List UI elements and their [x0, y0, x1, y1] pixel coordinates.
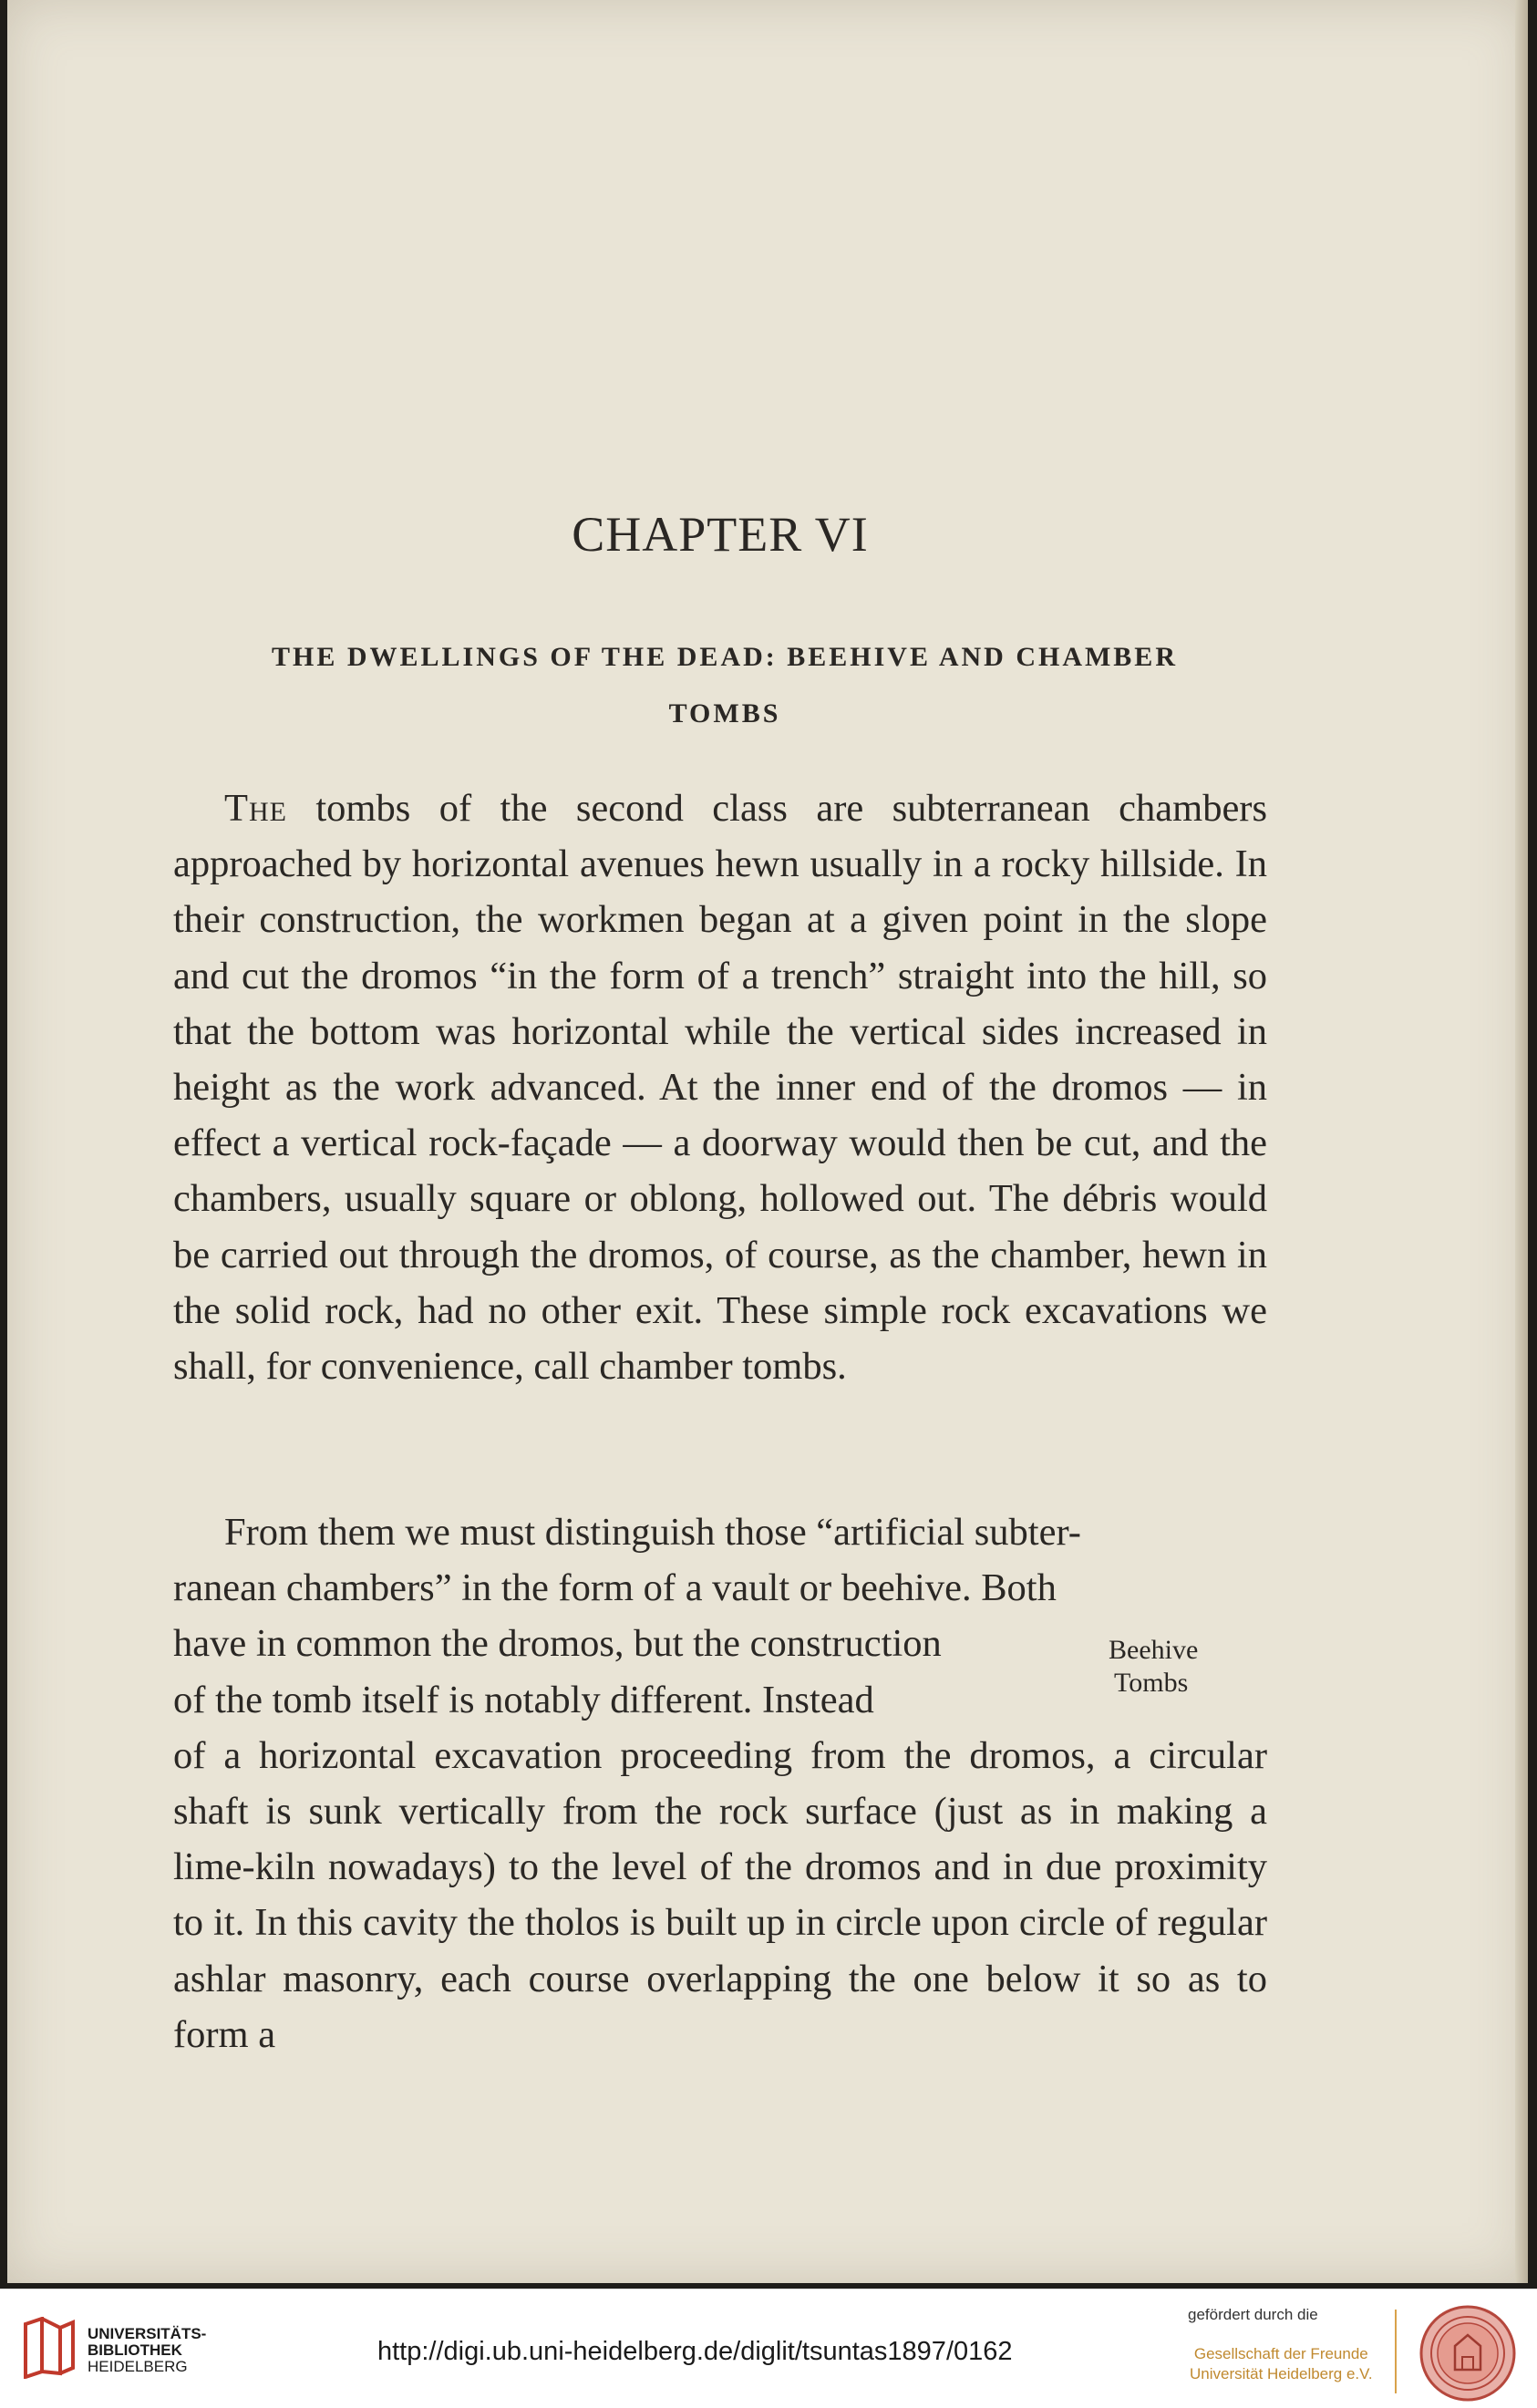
library-name-line1: UNIVERSITÄTS- [88, 2325, 207, 2342]
library-name-line2: BIBLIOTHEK [88, 2341, 182, 2359]
sponsor-name-line1: Gesellschaft der Freunde [1193, 2345, 1368, 2362]
chapter-heading: CHAPTER VI [572, 507, 869, 562]
paragraph-2 [173, 1504, 1267, 2062]
paragraph-1-text: tombs of the second class are subterranean chambers approached by horizontal avenues hewn usually in a rocky hillside. In their construction, the workmen began at a given point in the slope and cut the dromos “in the form of a trench” straight into the hill, so that the bottom was horizontal while the vertical sides increased in height as the work advanced. At the inner end of the dromos — in effect a vertical rock-façade — a doorway would then be cut, and the chambers, usually square or oblong, hollowed out. The débris would be carried out through the dromos, of course, as the chamber, hewn in the solid rock, had no other exit. These simple rock excavations we shall, for convenience, call chamber tombs. [173, 787, 1268, 1389]
paragraph-2-text: of a horizontal excavation proceeding from the dromos, a circular shaft is sunk vertically from the rock surface (just as in making a lime-kiln nowadays) to the level of the dromos and in due proximity to it. In this cavity the tholos is built up in circle upon circle of regular ashlar masonry, each course overlapping the one below it so as to form a [173, 1733, 1267, 2056]
library-logo-icon [20, 2317, 77, 2379]
sponsor-name-line2: Universität Heidelberg e.V. [1190, 2365, 1373, 2382]
paragraph-1-lead: The [224, 787, 287, 830]
page-edge [1515, 0, 1528, 2283]
chapter-title-line2: TOMBS [668, 698, 781, 729]
paragraph-2-line: From them we must distinguish those “artificial subter- [224, 1511, 1081, 1554]
sponsor-caption: gefördert durch die [1188, 2306, 1318, 2323]
sponsor-divider [1395, 2310, 1397, 2393]
chapter-title-line1: THE DWELLINGS OF THE DEAD: BEEHIVE AND CHAMBER [272, 642, 1178, 672]
library-name-line3: HEIDELBERG [88, 2358, 188, 2375]
paragraph-2-line: of the tomb itself is notably different. Instead [173, 1678, 874, 1721]
footer-bar [0, 2289, 1537, 2408]
library-name [88, 2326, 206, 2375]
margin-note-line2: Tombs [1114, 1668, 1189, 1698]
margin-note-line1: Beehive [1109, 1635, 1199, 1665]
sponsor-name [1190, 2344, 1373, 2384]
university-seal-icon [1418, 2304, 1517, 2403]
permalink-url[interactable]: http://digi.ub.uni-heidelberg.de/diglit/tsuntas1897/0162 [377, 2337, 1013, 2366]
margin-note [1109, 1634, 1198, 1700]
paragraph-2-line: ranean chambers” in the form of a vault or beehive. Both [173, 1566, 1057, 1610]
chapter-title [173, 629, 1276, 742]
paragraph-2-line: have in common the dromos, but the construction [173, 1622, 942, 1666]
paragraph-1 [173, 780, 1267, 1394]
